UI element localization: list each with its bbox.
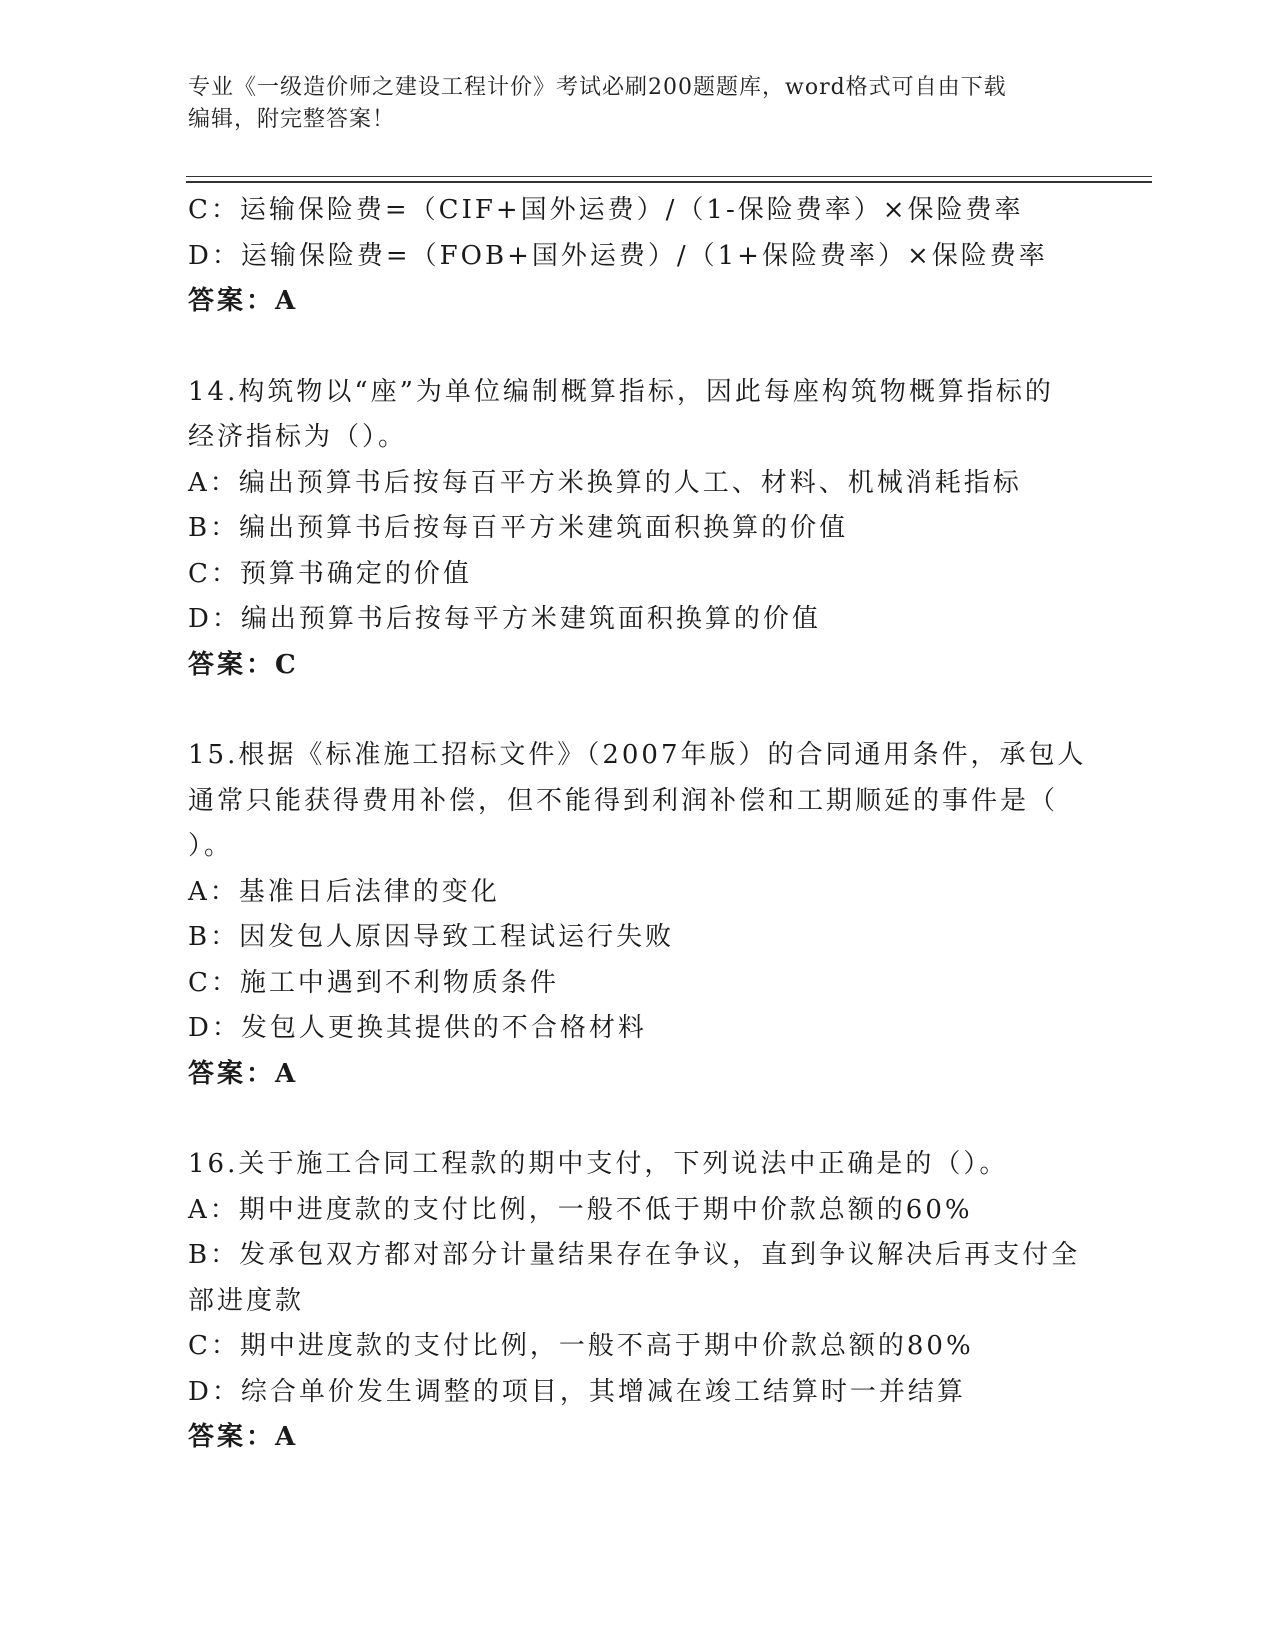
header-line-2: 编辑，附完整答案！ [188, 107, 396, 132]
prev-option-c: C：运输保险费=（CIF+国外运费）/（1-保险费率）×保险费率 [188, 195, 1024, 225]
header-divider-thick [186, 181, 1152, 183]
q15-stem-line-3: ）。 [188, 831, 234, 861]
q15-stem-line-1: 15.根据《标准施工招标文件》（2007年版）的合同通用条件，承包人 [188, 740, 1087, 770]
q15-option-a: A：基准日后法律的变化 [188, 876, 500, 907]
q16-option-c: C：期中进度款的支付比例，一般不高于期中价款总额的80% [188, 1331, 974, 1361]
document-header [188, 72, 1068, 136]
q16-option-b: B：发承包双方都对部分计量结果存在争议，直到争议解决后再支付全 [188, 1240, 1081, 1270]
q15-option-d: D：发包人更换其提供的不合格材料 [188, 1013, 647, 1043]
q14-option-c: C：预算书确定的价值 [188, 558, 472, 589]
q16-option-d: D：综合单价发生调整的项目，其增减在竣工结算时一并结算 [188, 1376, 966, 1407]
spacer [188, 688, 1088, 733]
q14-option-d: D：编出预算书后按每平方米建筑面积换算的价值 [188, 604, 821, 634]
q16-option-b-continued: 部进度款 [188, 1285, 305, 1316]
prev-option-d: D：运输保险费=（FOB+国外运费）/（1+保险费率）×保险费率 [188, 240, 1048, 271]
q15-option-b: B：因发包人原因导致工程试运行失败 [188, 922, 675, 952]
spacer [188, 325, 1088, 370]
header-divider-thin [186, 176, 1152, 177]
q16-option-a: A：期中进度款的支付比例，一般不低于期中价款总额的60% [188, 1194, 973, 1225]
q14-stem-line-2: 经济指标为（）。 [188, 422, 408, 452]
spacer [188, 1097, 1088, 1142]
q16-answer: 答案：A [188, 1422, 299, 1452]
q14-option-a: A：编出预算书后按每百平方米换算的人工、材料、机械消耗指标 [188, 467, 1022, 498]
q15-stem-line-2: 通常只能获得费用补偿，但不能得到利润补偿和工期顺延的事件是（ [188, 785, 1059, 816]
q15-answer: 答案：A [188, 1058, 299, 1089]
q15-option-c: C：施工中遇到不利物质条件 [188, 967, 559, 998]
q14-stem-line-1: 14.构筑物以“座”为单位编制概算指标，因此每座构筑物概算指标的 [188, 376, 1054, 407]
question-content [188, 188, 1088, 1461]
header-line-1: 专业《一级造价师之建设工程计价》考试必刷200题题库，word格式可自由下载 [188, 75, 1007, 100]
q16-stem-line-1: 16.关于施工合同工程款的期中支付，下列说法中正确是的（）。 [188, 1149, 1009, 1179]
prev-answer: 答案：A [188, 286, 299, 316]
q14-answer: 答案：C [188, 649, 299, 680]
q14-option-b: B：编出预算书后按每百平方米建筑面积换算的价值 [188, 513, 849, 543]
